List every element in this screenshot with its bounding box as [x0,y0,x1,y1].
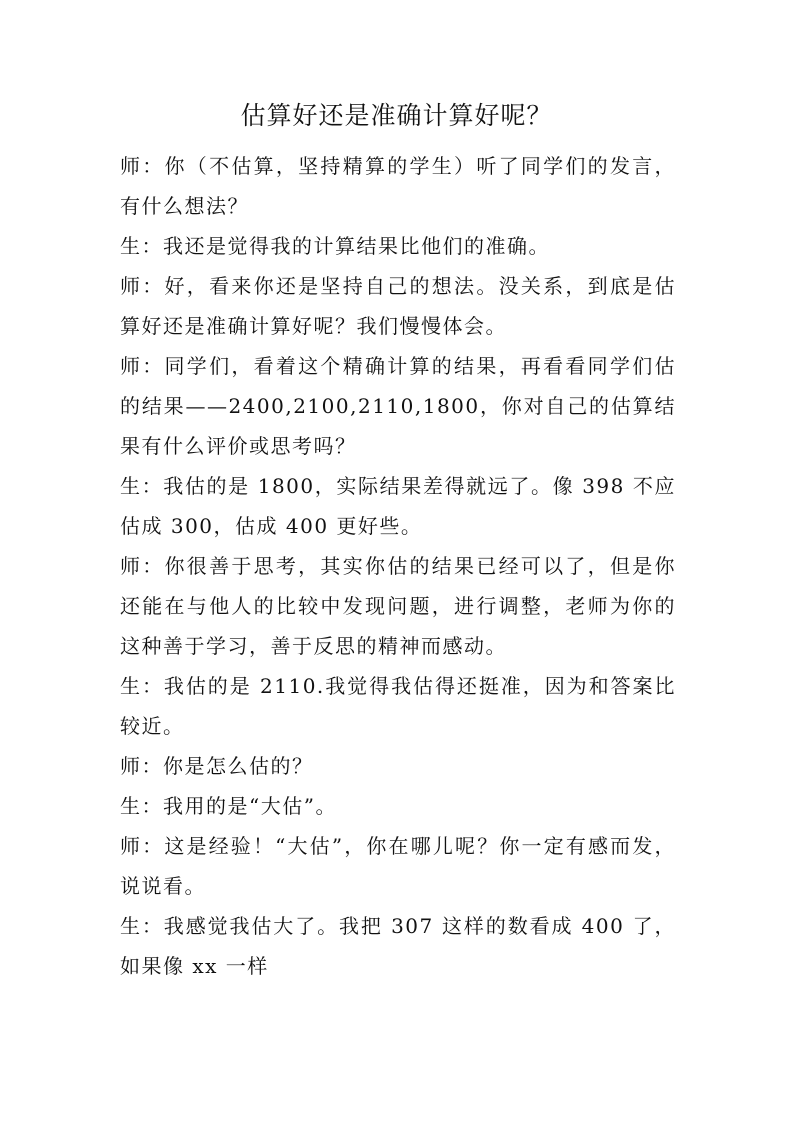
paragraph: 师：你很善于思考，其实你估的结果已经可以了，但是你还能在与他人的比较中发现问题，进行调整，老师为你的这种善于学习，善于反思的精神而感动。 [120,554,676,658]
paragraph: 生：我估的是 2110.我觉得我估得还挺准，因为和答案比较近。 [120,674,676,738]
paragraph: 师：你是怎么估的？ [120,754,314,778]
paragraph: 师：这是经验！“大估”，你在哪儿呢？你一定有感而发，说说看。 [120,834,676,898]
document-body [120,146,676,986]
paragraph: 师：同学们，看着这个精确计算的结果，再看看同学们估的结果——2400,2100,2110,1800，你对自己的估算结果有什么评价或思考吗？ [120,354,676,458]
paragraph: 生：我还是觉得我的计算结果比他们的准确。 [120,234,550,258]
paragraph: 生：我估的是 1800，实际结果差得就远了。像 398 不应估成 300，估成 400 更好些。 [120,474,676,538]
document-title: 估算好还是准确计算好呢？ [240,101,553,130]
paragraph: 师：你（不估算，坚持精算的学生）听了同学们的发言，有什么想法？ [120,154,676,218]
paragraph: 生：我用的是“大估”。 [120,794,337,818]
paragraph: 师：好，看来你还是坚持自己的想法。没关系，到底是估算好还是准确计算好呢？我们慢慢体会。 [120,274,676,338]
paragraph: 生：我感觉我估大了。我把 307 这样的数看成 400 了，如果像 xx 一样 [120,914,676,978]
